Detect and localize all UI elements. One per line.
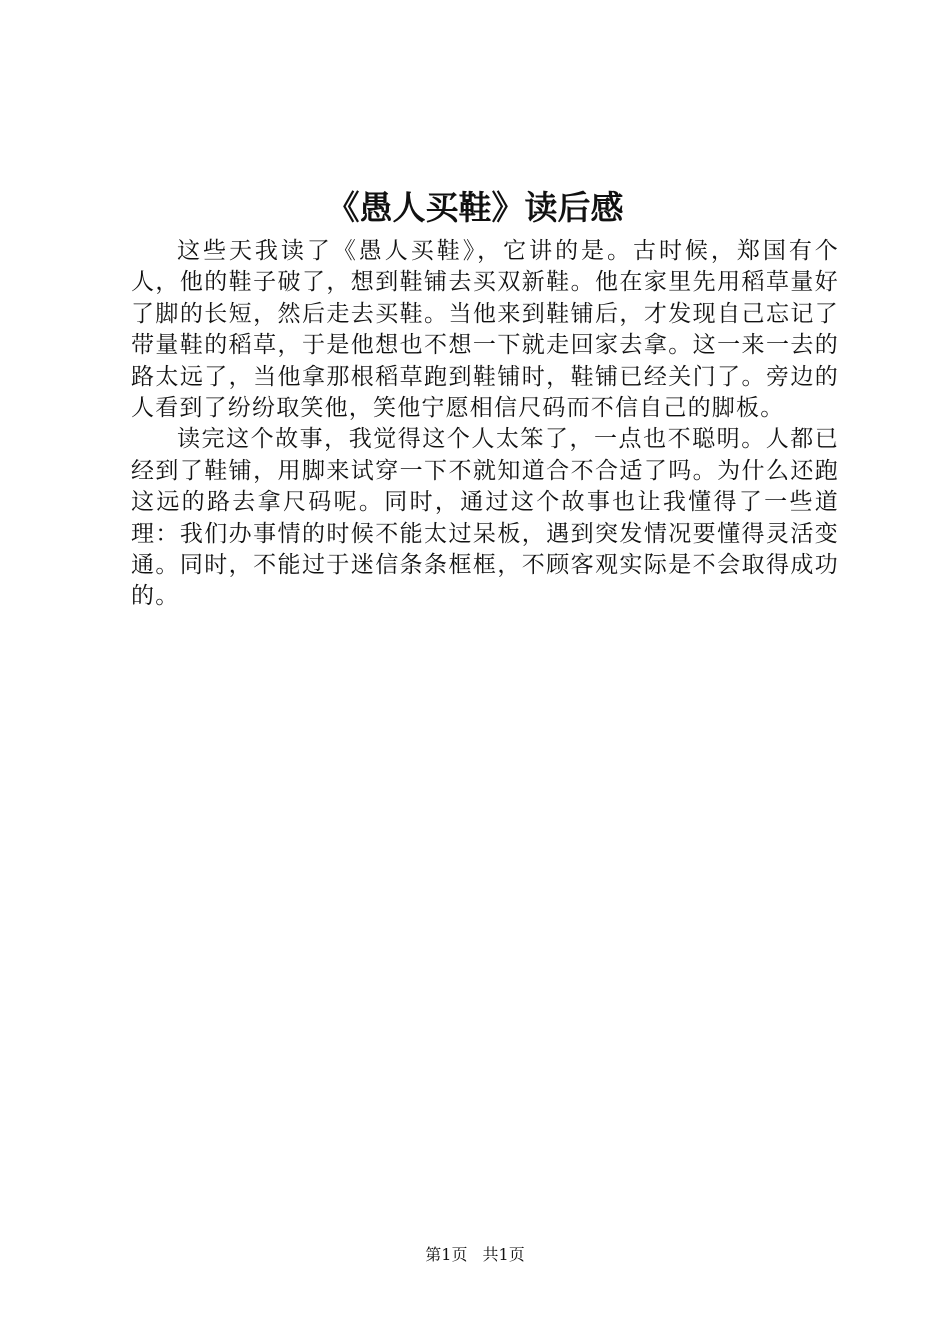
document-body [131,236,839,613]
document-title: 《愚人买鞋》读后感 [326,188,624,227]
paragraph-1: 这些天我读了《愚人买鞋》，它讲的是。古时候，郑国有个人，他的鞋子破了，想到鞋铺去买双新鞋。他在家里先用稻草量好了脚的长短，然后走去买鞋。当他来到鞋铺后，才发现自己忘记了带量鞋的稻草，于是他想也不想一下就走回家去拿。这一来一去的路太远了，当他拿那根稻草跑到鞋铺时，鞋铺已经关门了。旁边的人看到了纷纷取笑他，笑他宁愿相信尺码而不信自己的脚板。 [131,238,839,422]
paragraph-2: 读完这个故事，我觉得这个人太笨了，一点也不聪明。人都已经到了鞋铺，用脚来试穿一下不就知道合不合适了吗。为什么还跑这远的路去拿尺码呢。同时，通过这个故事也让我懂得了一些道理：我们办事情的时候不能太过呆板，遇到突发情况要懂得灵活变通。同时，不能过于迷信条条框框，不顾客观实际是不会取得成功的。 [131,426,839,610]
page-number-total: 共1页 [482,1245,525,1264]
page-footer [0,1244,950,1266]
page-number-current: 第1页 [425,1245,468,1264]
